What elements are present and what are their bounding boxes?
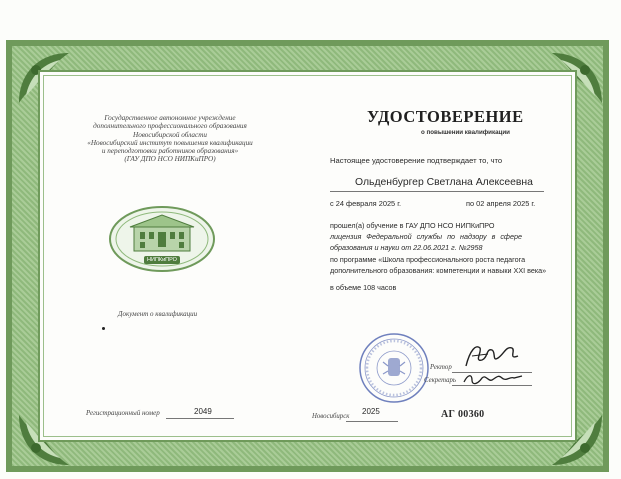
body-line: образования и науки от 22.06.2021 г. №2958 <box>330 243 483 252</box>
period-to: по 02 апреля 2025 г. <box>466 199 536 208</box>
secretary-label: Секретарь <box>424 377 456 384</box>
body-line: прошел(а) обучение в ГАУ ДПО НСО НИПКиПРО <box>330 221 495 230</box>
recipient-underline <box>330 191 544 192</box>
certificate-subtitle: о повышении квалификации <box>421 129 510 136</box>
document-type-label: Документ о квалификации <box>118 310 198 318</box>
dot-mark <box>102 327 105 330</box>
place-label: Новосибирск <box>312 413 350 420</box>
certificate-title: УДОСТОВЕРЕНИЕ <box>367 107 524 126</box>
registration-underline <box>166 418 234 419</box>
rector-label: Ректор <box>430 364 452 371</box>
registration-number: 2049 <box>194 407 212 416</box>
official-seal-icon <box>358 332 430 404</box>
body-line: дополнительного образования: компетенции и навыки XXI века» <box>330 266 547 275</box>
emblem-label: НИПКиПРО <box>144 256 180 264</box>
issuer-line: Новосибирской области <box>133 130 207 139</box>
recipient-name: Ольденбургер Светлана Алексеевна <box>355 177 533 188</box>
issue-year: 2025 <box>362 407 380 416</box>
registration-label: Регистрационный номер <box>86 409 160 417</box>
issuer-line: «Новосибирский институт повышения квалификации <box>87 138 253 147</box>
issuer-line: (ГАУ ДПО НСО НИПКиПРО) <box>124 155 216 164</box>
period-from: с 24 февраля 2025 г. <box>330 199 402 208</box>
issuer-line: Государственное автономное учреждение <box>104 114 236 122</box>
body-line: в объеме 108 часов <box>330 283 397 292</box>
issuer-line: дополнительного профессионального образования <box>93 122 247 131</box>
secretary-signature-icon <box>460 368 526 390</box>
issuer-block <box>70 114 270 164</box>
place-year-underline <box>346 421 398 422</box>
body-line: лицензия Федеральной службы по надзору в сфере <box>330 232 522 241</box>
issuer-line: и переподготовки работников образования» <box>101 147 239 156</box>
serial-number: АГ 00360 <box>441 409 485 420</box>
body-line: по программе «Школа профессионального роста педагога <box>330 255 526 264</box>
institute-emblem <box>108 205 216 273</box>
intro-text: Настоящее удостоверение подтверждает то, что <box>330 156 503 165</box>
